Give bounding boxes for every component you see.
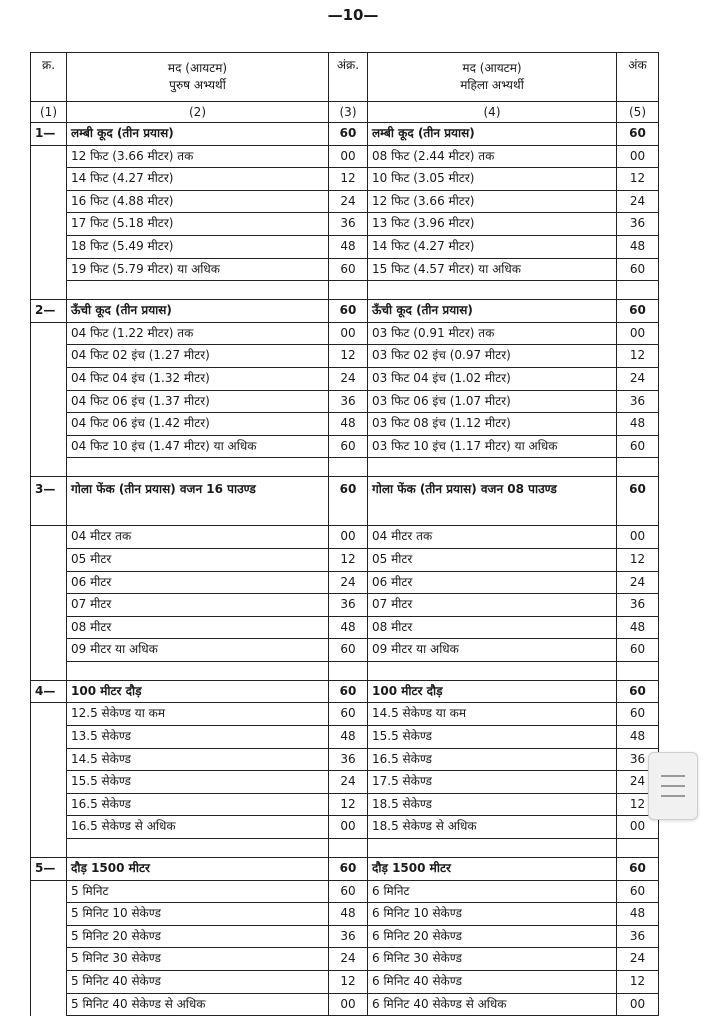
female-marks: 00 [617, 816, 659, 839]
female-criterion: 6 मिनिट 20 सेकेण्ड [368, 925, 617, 948]
serial-cell [31, 993, 67, 1016]
female-marks: 36 [617, 748, 659, 771]
table-row [31, 771, 659, 794]
serial-cell [31, 258, 67, 281]
serial-cell [31, 880, 67, 903]
serial-cell [31, 616, 67, 639]
female-marks: 60 [617, 258, 659, 281]
spacer-cell [31, 839, 67, 858]
spacer-row [31, 458, 659, 477]
male-criterion: 12 फिट (3.66 मीटर) तक [67, 145, 329, 168]
spacer-row [31, 839, 659, 858]
male-marks: 12 [329, 548, 368, 571]
spacer-row [31, 661, 659, 680]
table-row [31, 993, 659, 1016]
serial-cell [31, 190, 67, 213]
serial-cell [31, 971, 67, 994]
serial-cell [31, 703, 67, 726]
table-row [31, 548, 659, 571]
male-event-marks: 60 [329, 477, 368, 526]
serial-cell [31, 367, 67, 390]
female-marks: 60 [617, 703, 659, 726]
header-row [31, 53, 659, 102]
male-criterion: 08 मीटर [67, 616, 329, 639]
male-marks: 48 [329, 726, 368, 749]
male-marks: 60 [329, 258, 368, 281]
event-serial: 2— [31, 300, 67, 323]
spacer-cell [67, 661, 329, 680]
male-marks: 48 [329, 903, 368, 926]
female-marks: 60 [617, 435, 659, 458]
female-criterion: 15 फिट (4.57 मीटर) या अधिक [368, 258, 617, 281]
column-number: (3) [329, 102, 368, 123]
spacer-cell [329, 839, 368, 858]
table-row [31, 367, 659, 390]
serial-cell [31, 390, 67, 413]
female-marks: 12 [617, 168, 659, 191]
female-criterion: 13 फिट (3.96 मीटर) [368, 213, 617, 236]
male-marks: 24 [329, 367, 368, 390]
male-marks: 60 [329, 639, 368, 662]
header-serial: क्र. [31, 53, 67, 102]
female-marks: 48 [617, 616, 659, 639]
table-row [31, 816, 659, 839]
female-criterion: 03 फिट 08 इंच (1.12 मीटर) [368, 413, 617, 436]
female-criterion: 06 मीटर [368, 571, 617, 594]
spacer-cell [617, 839, 659, 858]
male-marks: 36 [329, 594, 368, 617]
column-number: (1) [31, 102, 67, 123]
header-female-item-line2: महिला अभ्यर्थी [460, 78, 524, 92]
male-criterion: 16 फिट (4.88 मीटर) [67, 190, 329, 213]
male-criterion: 04 फिट 10 इंच (1.47 मीटर) या अधिक [67, 435, 329, 458]
event-serial: 4— [31, 680, 67, 703]
female-criterion: 05 मीटर [368, 548, 617, 571]
male-marks: 36 [329, 925, 368, 948]
male-criterion: 5 मिनिट 20 सेकेण्ड [67, 925, 329, 948]
female-criterion: 17.5 सेकेण्ड [368, 771, 617, 794]
female-criterion: 12 फिट (3.66 मीटर) [368, 190, 617, 213]
serial-cell [31, 145, 67, 168]
serial-cell [31, 903, 67, 926]
female-criterion: 18.5 सेकेण्ड [368, 793, 617, 816]
header-male-marks: अंक्र. [329, 53, 368, 102]
male-criterion: 5 मिनिट 10 सेकेण्ड [67, 903, 329, 926]
male-criterion: 18 फिट (5.49 मीटर) [67, 235, 329, 258]
female-marks: 12 [617, 971, 659, 994]
spacer-cell [368, 839, 617, 858]
event-serial: 5— [31, 858, 67, 881]
male-event-title: लम्बी कूद (तीन प्रयास) [67, 123, 329, 146]
spacer-cell [368, 661, 617, 680]
female-event-marks: 60 [617, 680, 659, 703]
table-row [31, 903, 659, 926]
female-criterion: 03 फिट 06 इंच (1.07 मीटर) [368, 390, 617, 413]
male-marks: 48 [329, 413, 368, 436]
serial-cell [31, 168, 67, 191]
table-row [31, 235, 659, 258]
table-row [31, 258, 659, 281]
serial-cell [31, 639, 67, 662]
table-row [31, 190, 659, 213]
female-criterion: 14 फिट (4.27 मीटर) [368, 235, 617, 258]
female-event-title: 100 मीटर दौड़ [368, 680, 617, 703]
female-event-title: दौड़ 1500 मीटर [368, 858, 617, 881]
spacer-cell [329, 281, 368, 300]
table-row [31, 703, 659, 726]
spacer-cell [368, 458, 617, 477]
female-marks: 24 [617, 571, 659, 594]
male-marks: 24 [329, 571, 368, 594]
table-row [31, 616, 659, 639]
female-criterion: 6 मिनिट 10 सेकेण्ड [368, 903, 617, 926]
female-event-marks: 60 [617, 858, 659, 881]
header-male-item [67, 53, 329, 102]
spacer-cell [329, 661, 368, 680]
male-criterion: 16.5 सेकेण्ड [67, 793, 329, 816]
male-criterion: 5 मिनिट 40 सेकेण्ड से अधिक [67, 993, 329, 1016]
serial-cell [31, 571, 67, 594]
male-marks: 12 [329, 793, 368, 816]
male-marks: 24 [329, 190, 368, 213]
female-event-title: ऊँची कूद (तीन प्रयास) [368, 300, 617, 323]
male-criterion: 13.5 सेकेण्ड [67, 726, 329, 749]
female-marks: 60 [617, 880, 659, 903]
table-body [31, 102, 659, 1016]
header-female-item [368, 53, 617, 102]
serial-cell [31, 948, 67, 971]
serial-cell [31, 435, 67, 458]
male-criterion: 04 फिट 04 इंच (1.32 मीटर) [67, 367, 329, 390]
header-female-marks: अंक [617, 53, 659, 102]
header-female-item-line1: मद (आयटम) [462, 61, 522, 75]
male-marks: 12 [329, 971, 368, 994]
spacer-cell [617, 281, 659, 300]
spacer-cell [67, 458, 329, 477]
spacer-cell [31, 458, 67, 477]
serial-cell [31, 322, 67, 345]
female-criterion: 07 मीटर [368, 594, 617, 617]
female-criterion: 18.5 सेकेण्ड से अधिक [368, 816, 617, 839]
male-event-title: 100 मीटर दौड़ [67, 680, 329, 703]
male-marks: 00 [329, 816, 368, 839]
serial-cell [31, 548, 67, 571]
male-event-marks: 60 [329, 858, 368, 881]
spacer-cell [368, 281, 617, 300]
serial-cell [31, 345, 67, 368]
serial-cell [31, 748, 67, 771]
table-row [31, 948, 659, 971]
male-criterion: 04 फिट 02 इंच (1.27 मीटर) [67, 345, 329, 368]
male-criterion: 06 मीटर [67, 571, 329, 594]
female-marks: 12 [617, 548, 659, 571]
female-marks: 24 [617, 948, 659, 971]
male-marks: 12 [329, 345, 368, 368]
table-row [31, 213, 659, 236]
female-marks: 00 [617, 526, 659, 549]
male-marks: 36 [329, 390, 368, 413]
male-marks: 00 [329, 993, 368, 1016]
male-event-marks: 60 [329, 300, 368, 323]
table-row [31, 526, 659, 549]
spacer-cell [329, 458, 368, 477]
male-criterion: 04 फिट 06 इंच (1.42 मीटर) [67, 413, 329, 436]
spacer-cell [617, 458, 659, 477]
header-male-item-line2: पुरुष अभ्यर्थी [169, 78, 226, 92]
event-header-row [31, 477, 659, 526]
male-criterion: 15.5 सेकेण्ड [67, 771, 329, 794]
serial-cell [31, 793, 67, 816]
female-marks: 00 [617, 993, 659, 1016]
male-marks: 36 [329, 213, 368, 236]
physical-test-marks-table [30, 52, 659, 1016]
female-event-marks: 60 [617, 123, 659, 146]
event-header-row [31, 680, 659, 703]
column-number: (5) [617, 102, 659, 123]
female-marks: 12 [617, 345, 659, 368]
male-marks: 60 [329, 880, 368, 903]
male-criterion: 17 फिट (5.18 मीटर) [67, 213, 329, 236]
female-criterion: 15.5 सेकेण्ड [368, 726, 617, 749]
male-marks: 24 [329, 948, 368, 971]
male-criterion: 5 मिनिट 30 सेकेण्ड [67, 948, 329, 971]
male-event-title: दौड़ 1500 मीटर [67, 858, 329, 881]
female-criterion: 03 फिट 02 इंच (0.97 मीटर) [368, 345, 617, 368]
female-criterion: 14.5 सेकेण्ड या कम [368, 703, 617, 726]
female-marks: 48 [617, 413, 659, 436]
male-criterion: 04 फिट 06 इंच (1.37 मीटर) [67, 390, 329, 413]
table-row [31, 413, 659, 436]
female-criterion: 6 मिनिट 40 सेकेण्ड से अधिक [368, 993, 617, 1016]
spacer-cell [617, 661, 659, 680]
female-marks: 36 [617, 594, 659, 617]
male-marks: 24 [329, 771, 368, 794]
page-number: —10— [327, 6, 379, 24]
column-number: (4) [368, 102, 617, 123]
female-marks: 24 [617, 367, 659, 390]
serial-cell [31, 413, 67, 436]
male-criterion: 09 मीटर या अधिक [67, 639, 329, 662]
serial-cell [31, 594, 67, 617]
table-row [31, 880, 659, 903]
event-serial: 1— [31, 123, 67, 146]
male-event-title: ऊँची कूद (तीन प्रयास) [67, 300, 329, 323]
female-criterion: 03 फिट (0.91 मीटर) तक [368, 322, 617, 345]
male-event-marks: 60 [329, 123, 368, 146]
scroll-widget[interactable] [648, 752, 698, 820]
male-criterion: 04 मीटर तक [67, 526, 329, 549]
male-marks: 12 [329, 168, 368, 191]
female-criterion: 6 मिनिट [368, 880, 617, 903]
event-header-row [31, 858, 659, 881]
male-criterion: 5 मिनिट [67, 880, 329, 903]
male-marks: 00 [329, 145, 368, 168]
female-marks: 00 [617, 322, 659, 345]
table-row [31, 435, 659, 458]
male-criterion: 16.5 सेकेण्ड से अधिक [67, 816, 329, 839]
female-criterion: 04 मीटर तक [368, 526, 617, 549]
female-event-marks: 60 [617, 300, 659, 323]
female-marks: 24 [617, 771, 659, 794]
column-number: (2) [67, 102, 329, 123]
event-header-row [31, 300, 659, 323]
male-criterion: 19 फिट (5.79 मीटर) या अधिक [67, 258, 329, 281]
table-row [31, 639, 659, 662]
female-criterion: 09 मीटर या अधिक [368, 639, 617, 662]
spacer-cell [31, 281, 67, 300]
male-event-marks: 60 [329, 680, 368, 703]
male-criterion: 12.5 सेकेण्ड या कम [67, 703, 329, 726]
male-marks: 48 [329, 616, 368, 639]
male-marks: 00 [329, 322, 368, 345]
table-row [31, 925, 659, 948]
spacer-row [31, 281, 659, 300]
female-marks: 24 [617, 190, 659, 213]
header-male-item-line1: मद (आयटम) [167, 61, 228, 75]
female-criterion: 6 मिनिट 30 सेकेण्ड [368, 948, 617, 971]
serial-cell [31, 235, 67, 258]
male-criterion: 14 फिट (4.27 मीटर) [67, 168, 329, 191]
table-row [31, 322, 659, 345]
table-row [31, 726, 659, 749]
male-marks: 60 [329, 435, 368, 458]
column-number-row [31, 102, 659, 123]
male-marks: 48 [329, 235, 368, 258]
serial-cell [31, 213, 67, 236]
male-criterion: 04 फिट (1.22 मीटर) तक [67, 322, 329, 345]
female-criterion: 6 मिनिट 40 सेकेण्ड [368, 971, 617, 994]
male-marks: 36 [329, 748, 368, 771]
female-criterion: 16.5 सेकेण्ड [368, 748, 617, 771]
female-criterion: 03 फिट 10 इंच (1.17 मीटर) या अधिक [368, 435, 617, 458]
table-row [31, 594, 659, 617]
table-row [31, 793, 659, 816]
table-row [31, 145, 659, 168]
spacer-cell [31, 661, 67, 680]
male-marks: 60 [329, 703, 368, 726]
table-row [31, 571, 659, 594]
serial-cell [31, 771, 67, 794]
female-marks: 00 [617, 145, 659, 168]
male-criterion: 05 मीटर [67, 548, 329, 571]
female-marks: 60 [617, 639, 659, 662]
female-criterion: 08 फिट (2.44 मीटर) तक [368, 145, 617, 168]
female-marks: 36 [617, 390, 659, 413]
female-marks: 36 [617, 925, 659, 948]
female-criterion: 08 मीटर [368, 616, 617, 639]
serial-cell [31, 816, 67, 839]
female-event-title: गोला फेंक (तीन प्रयास) वजन 08 पाउण्ड [368, 477, 617, 526]
event-header-row [31, 123, 659, 146]
table-row [31, 345, 659, 368]
male-criterion: 14.5 सेकेण्ड [67, 748, 329, 771]
spacer-cell [67, 839, 329, 858]
male-criterion: 07 मीटर [67, 594, 329, 617]
female-marks: 12 [617, 793, 659, 816]
male-event-title: गोला फेंक (तीन प्रयास) वजन 16 पाउण्ड [67, 477, 329, 526]
female-criterion: 10 फिट (3.05 मीटर) [368, 168, 617, 191]
female-event-marks: 60 [617, 477, 659, 526]
table-row [31, 390, 659, 413]
table-row [31, 168, 659, 191]
table-row [31, 971, 659, 994]
serial-cell [31, 726, 67, 749]
male-criterion: 5 मिनिट 40 सेकेण्ड [67, 971, 329, 994]
serial-cell [31, 526, 67, 549]
table-row [31, 748, 659, 771]
serial-cell [31, 925, 67, 948]
male-marks: 00 [329, 526, 368, 549]
female-marks: 48 [617, 726, 659, 749]
female-marks: 36 [617, 213, 659, 236]
female-criterion: 03 फिट 04 इंच (1.02 मीटर) [368, 367, 617, 390]
event-serial: 3— [31, 477, 67, 526]
female-marks: 48 [617, 235, 659, 258]
female-marks: 48 [617, 903, 659, 926]
spacer-cell [67, 281, 329, 300]
female-event-title: लम्बी कूद (तीन प्रयास) [368, 123, 617, 146]
